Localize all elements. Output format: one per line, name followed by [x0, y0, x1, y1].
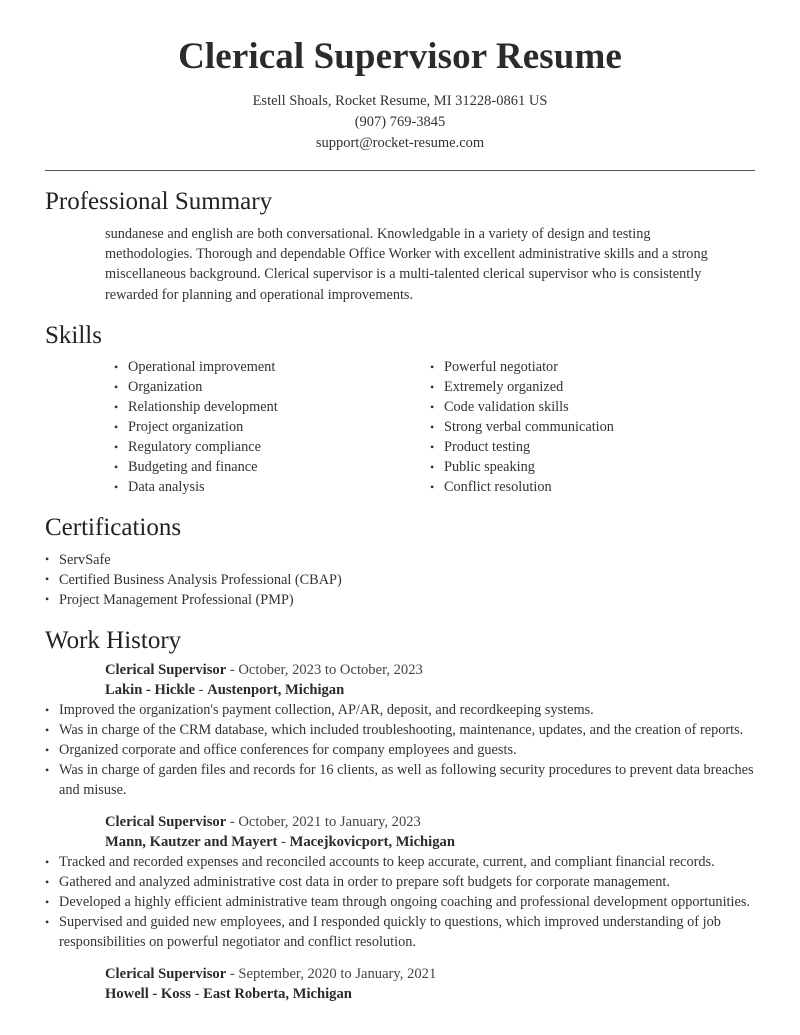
section-professional-summary: [45, 187, 755, 304]
list-item: • Supervised and guided new employees, and I responded quickly to questions, which improved understanding of job responsibilities on powerful negotiator and conflict resolution.: [45, 912, 755, 952]
contact-email: support@rocket-resume.com: [315, 135, 485, 152]
list-item: • Product testing: [430, 437, 746, 457]
resume-header: [0, 0, 800, 154]
section-heading-certifications: Certifications: [45, 514, 182, 542]
section-skills: [45, 321, 755, 498]
list-item: • Regulatory compliance: [114, 437, 430, 457]
list-item: • Public speaking: [430, 457, 746, 477]
work-history-list: [45, 660, 755, 1004]
job-role: Clerical Supervisor: [105, 662, 227, 679]
list-item: • Operational improvement: [114, 357, 430, 377]
list-item: • Improved the organization's payment collection, AP/AR, deposit, and recordkeeping systems.: [45, 700, 755, 720]
list-item: • Relationship development: [114, 397, 430, 417]
list-item: • Organized corporate and office conferences for company employees and guests.: [45, 740, 755, 760]
job-company: Mann, Kautzer and Mayert: [105, 834, 278, 851]
list-item: • ServSafe: [45, 550, 755, 570]
job-title-line: [105, 812, 755, 832]
resume-content: [0, 187, 800, 1004]
list-item: • Project Management Professional (PMP): [45, 590, 755, 610]
contact-phone: (907) 769-3845: [354, 114, 446, 131]
contact-address: Estell Shoals, Rocket Resume, MI 31228-0861 US: [252, 93, 548, 110]
list-item: • Conflict resolution: [430, 477, 746, 497]
page-title: Clerical Supervisor Resume: [178, 36, 622, 77]
work-history-entry: [45, 964, 755, 1004]
job-separator: -: [190, 986, 204, 1003]
list-item: • Project organization: [114, 417, 430, 437]
section-heading-work-history: Work History: [45, 626, 182, 654]
job-bullet-list: [45, 852, 755, 952]
work-history-entry: [45, 660, 755, 800]
list-item: • Powerful negotiator: [430, 357, 746, 377]
list-item: • Data analysis: [114, 477, 430, 497]
job-dates: October, 2021 to January, 2023: [238, 814, 421, 831]
job-bullet-list: [45, 700, 755, 800]
certifications-list: [45, 550, 755, 610]
job-dates: October, 2023 to October, 2023: [238, 662, 423, 679]
header-divider: [45, 170, 755, 171]
job-company: Lakin - Hickle: [105, 682, 196, 699]
list-item: • Developed a highly efficient administrative team through ongoing coaching and professional development opportunities.: [45, 892, 755, 912]
skills-list-right: [430, 357, 746, 497]
section-heading-skills: Skills: [45, 321, 102, 349]
summary-text: sundanese and english are both conversational. Knowledgable in a variety of design and testing methodologies. Thorough and dependable Office Worker with excellent administrative skills and a strong miscellaneous background. Clerical supervisor is a multi-talented clerical supervisor who is consistently rewarded for planning and operational improvements.: [105, 225, 708, 303]
list-item: • Organization: [114, 377, 430, 397]
job-location: East Roberta, Michigan: [203, 986, 352, 1003]
skills-list-left: [114, 357, 430, 497]
job-company-line: [105, 984, 755, 1004]
list-item: • Code validation skills: [430, 397, 746, 417]
list-item: • Certified Business Analysis Professional (CBAP): [45, 570, 755, 590]
job-company-line: [105, 832, 755, 852]
job-separator: -: [226, 662, 239, 679]
list-item: • Gathered and analyzed administrative cost data in order to prepare soft budgets for corporate management.: [45, 872, 755, 892]
list-item: • Budgeting and finance: [114, 457, 430, 477]
job-separator: -: [226, 966, 239, 983]
list-item: • Tracked and recorded expenses and reconciled accounts to keep accurate, current, and compliant financial records.: [45, 852, 755, 872]
job-title-line: [105, 660, 755, 680]
work-history-entry: [45, 812, 755, 952]
job-separator: -: [277, 834, 290, 851]
job-company: Howell - Koss: [105, 986, 191, 1003]
job-location: Macejkovicport, Michigan: [289, 834, 455, 851]
skills-columns: [114, 357, 755, 497]
list-item: • Was in charge of garden files and records for 16 clients, as well as following security procedures to prevent data breaches and misuse.: [45, 760, 755, 800]
job-separator: -: [195, 682, 208, 699]
section-work-history: [45, 626, 755, 1005]
job-title-line: [105, 964, 755, 984]
job-company-line: [105, 680, 755, 700]
section-heading-summary: Professional Summary: [45, 188, 273, 216]
job-role: Clerical Supervisor: [105, 966, 227, 983]
job-role: Clerical Supervisor: [105, 814, 227, 831]
section-certifications: [45, 513, 755, 610]
list-item: • Extremely organized: [430, 377, 746, 397]
job-location: Austenport, Michigan: [207, 682, 345, 699]
job-separator: -: [226, 814, 239, 831]
job-dates: September, 2020 to January, 2021: [238, 966, 437, 983]
list-item: • Was in charge of the CRM database, which included troubleshooting, maintenance, updates, and the creation of reports.: [45, 720, 755, 740]
list-item: • Strong verbal communication: [430, 417, 746, 437]
